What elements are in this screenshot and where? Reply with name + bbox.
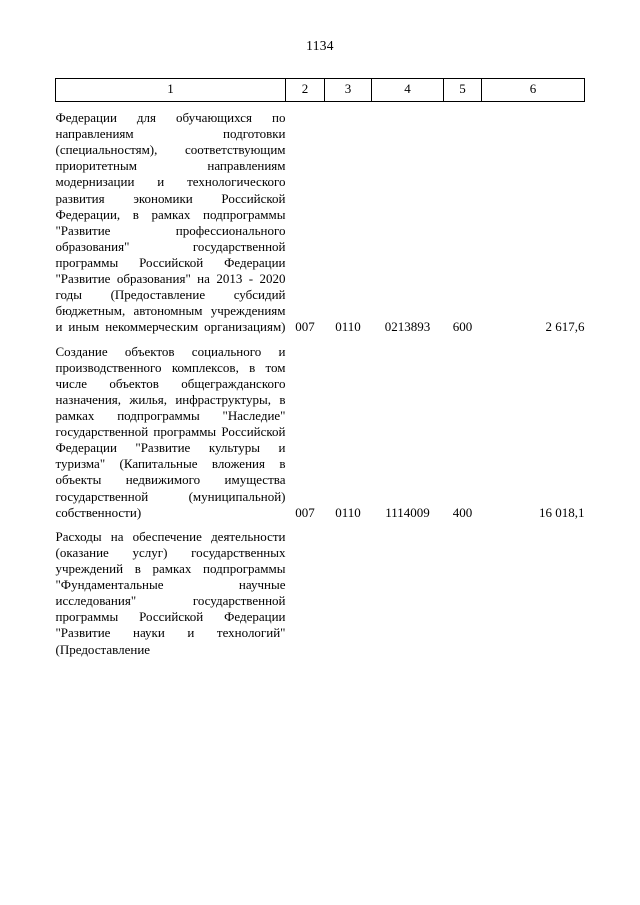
column-header-2: 2 (286, 79, 325, 102)
row-target-code: 1114009 (385, 504, 430, 520)
spacer-cell (56, 336, 585, 344)
row-expense-type (444, 529, 482, 658)
page-number: 1134 (306, 38, 334, 53)
table-row (56, 344, 585, 521)
row-section-code: 0110 (335, 319, 361, 335)
table-spacer (56, 336, 585, 344)
budget-table (55, 78, 585, 658)
column-header-1: 1 (56, 79, 286, 102)
column-header-5: 5 (444, 79, 482, 102)
table-header-row (56, 79, 585, 102)
table-spacer (56, 521, 585, 529)
budget-table-container (55, 78, 584, 658)
row-target-code (372, 529, 444, 658)
row-description: Федерации для обучающихся по направлениям подготовки (специальностям), соответствующим приоритетным направлениям модернизации и технологического развития экономики Российской Федерации, в рамках подпрограммы "Развитие профессионального образования" государственной программы Российской Федерации "Развитие образования" на 2013 - 2020 годы (Предоставление субсидий бюджетным, автономным учреждениям и иным некоммерческим организациям) (55, 110, 286, 335)
column-header-3: 3 (325, 79, 372, 102)
row-description: Расходы на обеспечение деятельности (оказание услуг) государственных учреждений в рамках подпрограммы "Фундаментальные научные исследования" государственной программы Российской Федерации "Развитие науки и технологий" (Предоставление (55, 528, 286, 657)
row-expense-type: 600 (452, 319, 473, 335)
row-target-code: 0213893 (384, 319, 431, 335)
row-section-code (325, 529, 372, 658)
column-header-6: 6 (482, 79, 585, 102)
spacer-cell (56, 102, 585, 111)
table-row (56, 110, 585, 336)
spacer-cell (56, 521, 585, 529)
row-section-code: 0110 (335, 504, 361, 520)
table-spacer (56, 102, 585, 111)
row-chapter-code (286, 529, 325, 658)
row-amount: 16 018,1 (539, 504, 585, 520)
row-description: Создание объектов социального и производственного комплексов, в том числе объектов общегражданского назначения, жилья, инфраструктуры, в рамках подпрограммы "Наследие" государственной программы Российской Федерации "Развитие культуры и туризма" (Капитальные вложения в объекты недвижимого имущества государственной (муниципальной) собственности) (55, 343, 286, 520)
row-expense-type: 400 (452, 504, 473, 520)
table-row (56, 529, 585, 658)
row-amount (482, 529, 585, 658)
row-amount: 2 617,6 (545, 319, 585, 335)
row-chapter-code: 007 (295, 504, 315, 520)
column-header-4: 4 (372, 79, 444, 102)
row-chapter-code: 007 (295, 319, 315, 335)
